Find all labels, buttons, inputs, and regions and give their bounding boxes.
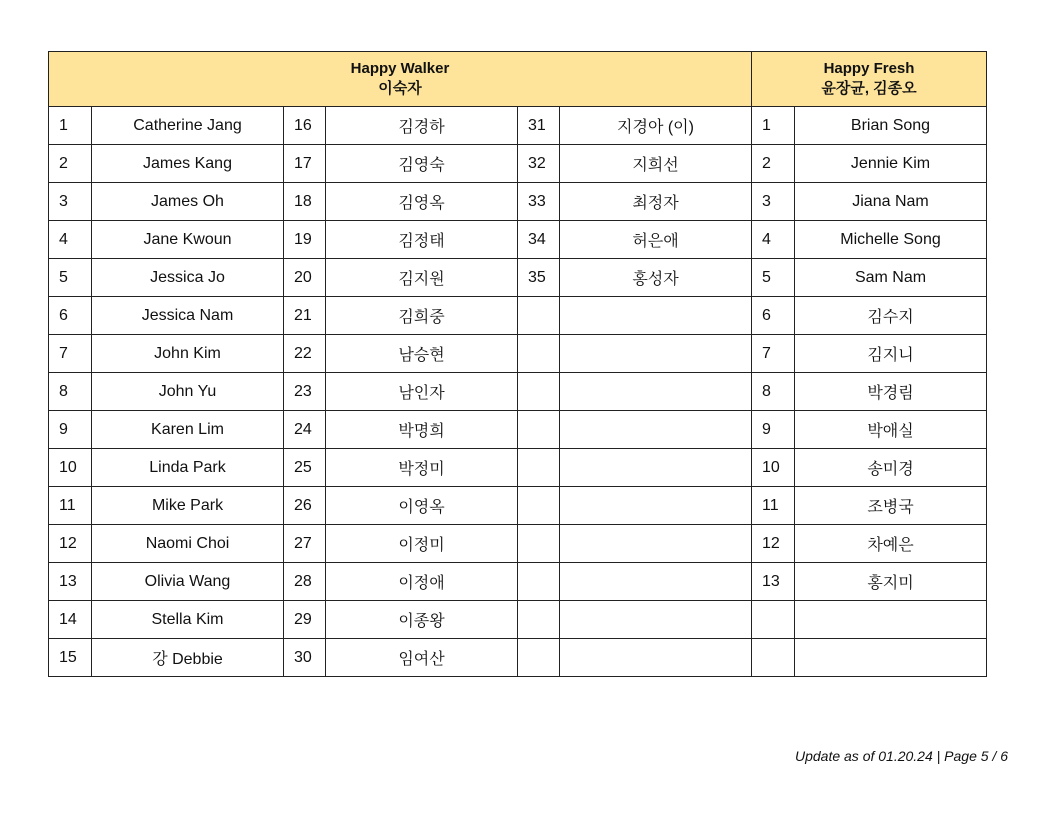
member-name-cell: Catherine Jang bbox=[92, 107, 284, 145]
member-name-cell: John Yu bbox=[92, 373, 284, 411]
table-row bbox=[49, 259, 987, 297]
member-number-cell: 29 bbox=[284, 601, 326, 639]
member-name-cell: 허은애 bbox=[560, 221, 752, 259]
member-name-cell: Karen Lim bbox=[92, 411, 284, 449]
member-name-cell bbox=[560, 411, 752, 449]
member-name-cell: 남승현 bbox=[326, 335, 518, 373]
member-name-cell: James Oh bbox=[92, 183, 284, 221]
member-number-cell: 32 bbox=[518, 145, 560, 183]
member-number-cell: 10 bbox=[49, 449, 92, 487]
table-row bbox=[49, 601, 987, 639]
member-name-cell: 김경하 bbox=[326, 107, 518, 145]
member-number-cell bbox=[518, 563, 560, 601]
member-name-cell: Linda Park bbox=[92, 449, 284, 487]
table-row bbox=[49, 411, 987, 449]
member-name-cell bbox=[560, 335, 752, 373]
member-number-cell bbox=[518, 601, 560, 639]
member-name-cell: 김영옥 bbox=[326, 183, 518, 221]
member-number-cell: 1 bbox=[752, 107, 795, 145]
member-number-cell: 3 bbox=[752, 183, 795, 221]
member-number-cell: 2 bbox=[752, 145, 795, 183]
member-name-cell: Brian Song bbox=[795, 107, 987, 145]
member-number-cell: 26 bbox=[284, 487, 326, 525]
member-number-cell: 8 bbox=[49, 373, 92, 411]
table-row bbox=[49, 487, 987, 525]
member-number-cell bbox=[752, 639, 795, 677]
member-number-cell bbox=[518, 373, 560, 411]
member-name-cell: Jiana Nam bbox=[795, 183, 987, 221]
member-number-cell: 4 bbox=[752, 221, 795, 259]
member-name-cell: 송미경 bbox=[795, 449, 987, 487]
member-number-cell: 22 bbox=[284, 335, 326, 373]
member-number-cell bbox=[518, 525, 560, 563]
table-row bbox=[49, 221, 987, 259]
member-number-cell: 17 bbox=[284, 145, 326, 183]
member-name-cell: Jennie Kim bbox=[795, 145, 987, 183]
member-number-cell: 31 bbox=[518, 107, 560, 145]
member-number-cell: 24 bbox=[284, 411, 326, 449]
member-number-cell: 27 bbox=[284, 525, 326, 563]
member-name-cell bbox=[795, 639, 987, 677]
table-row bbox=[49, 525, 987, 563]
member-number-cell: 14 bbox=[49, 601, 92, 639]
member-number-cell: 12 bbox=[49, 525, 92, 563]
member-name-cell: 조병국 bbox=[795, 487, 987, 525]
member-number-cell: 7 bbox=[752, 335, 795, 373]
member-number-cell: 5 bbox=[752, 259, 795, 297]
table-row bbox=[49, 563, 987, 601]
member-number-cell: 15 bbox=[49, 639, 92, 677]
member-number-cell: 9 bbox=[752, 411, 795, 449]
member-number-cell: 6 bbox=[49, 297, 92, 335]
table-row bbox=[49, 373, 987, 411]
member-number-cell: 19 bbox=[284, 221, 326, 259]
page-footer: Update as of 01.20.24 | Page 5 / 6 bbox=[794, 748, 1008, 764]
member-name-cell: 최정자 bbox=[560, 183, 752, 221]
member-name-cell: 지희선 bbox=[560, 145, 752, 183]
member-name-cell: 김영숙 bbox=[326, 145, 518, 183]
member-number-cell: 3 bbox=[49, 183, 92, 221]
member-name-cell: Olivia Wang bbox=[92, 563, 284, 601]
member-number-cell bbox=[518, 411, 560, 449]
group-header-happy-fresh bbox=[752, 52, 987, 107]
member-name-cell bbox=[560, 487, 752, 525]
table-row bbox=[49, 449, 987, 487]
table-row bbox=[49, 145, 987, 183]
member-number-cell: 2 bbox=[49, 145, 92, 183]
member-name-cell: 김수지 bbox=[795, 297, 987, 335]
table-row bbox=[49, 183, 987, 221]
member-number-cell: 10 bbox=[752, 449, 795, 487]
member-number-cell bbox=[518, 487, 560, 525]
member-number-cell: 9 bbox=[49, 411, 92, 449]
group-leader: 이숙자 bbox=[378, 80, 422, 97]
table-row bbox=[49, 107, 987, 145]
member-number-cell: 21 bbox=[284, 297, 326, 335]
member-name-cell bbox=[560, 601, 752, 639]
member-name-cell: Jessica Jo bbox=[92, 259, 284, 297]
member-name-cell: 박경림 bbox=[795, 373, 987, 411]
member-name-cell: 이정애 bbox=[326, 563, 518, 601]
member-name-cell: 이종왕 bbox=[326, 601, 518, 639]
member-name-cell: 이정미 bbox=[326, 525, 518, 563]
member-name-cell: 김지원 bbox=[326, 259, 518, 297]
member-name-cell: Sam Nam bbox=[795, 259, 987, 297]
table-row bbox=[49, 639, 987, 677]
member-number-cell: 7 bbox=[49, 335, 92, 373]
member-name-cell: 김지니 bbox=[795, 335, 987, 373]
member-number-cell: 18 bbox=[284, 183, 326, 221]
member-name-cell: Jessica Nam bbox=[92, 297, 284, 335]
member-number-cell: 16 bbox=[284, 107, 326, 145]
member-name-cell: 임여산 bbox=[326, 639, 518, 677]
member-name-cell: 김희중 bbox=[326, 297, 518, 335]
member-name-cell: 이영옥 bbox=[326, 487, 518, 525]
member-name-cell: Michelle Song bbox=[795, 221, 987, 259]
group-title: Happy Fresh bbox=[823, 60, 915, 77]
member-number-cell: 20 bbox=[284, 259, 326, 297]
member-name-cell: 차예은 bbox=[795, 525, 987, 563]
member-number-cell bbox=[518, 449, 560, 487]
member-name-cell: 홍성자 bbox=[560, 259, 752, 297]
table-header bbox=[49, 52, 987, 107]
member-name-cell: 강 Debbie bbox=[92, 639, 284, 677]
member-name-cell: Jane Kwoun bbox=[92, 221, 284, 259]
member-number-cell: 28 bbox=[284, 563, 326, 601]
table-row bbox=[49, 297, 987, 335]
member-name-cell bbox=[560, 563, 752, 601]
member-number-cell: 12 bbox=[752, 525, 795, 563]
member-number-cell: 13 bbox=[49, 563, 92, 601]
member-name-cell: 홍지미 bbox=[795, 563, 987, 601]
group-title: Happy Walker bbox=[350, 60, 450, 77]
member-name-cell bbox=[560, 297, 752, 335]
member-name-cell bbox=[560, 639, 752, 677]
member-name-cell bbox=[560, 449, 752, 487]
member-name-cell: 지경아 (이) bbox=[560, 107, 752, 145]
roster-table bbox=[48, 51, 987, 677]
group-leader: 윤장균, 김종오 bbox=[821, 80, 917, 97]
member-name-cell bbox=[795, 601, 987, 639]
member-number-cell: 5 bbox=[49, 259, 92, 297]
member-number-cell: 35 bbox=[518, 259, 560, 297]
member-number-cell: 30 bbox=[284, 639, 326, 677]
member-number-cell: 8 bbox=[752, 373, 795, 411]
member-number-cell bbox=[752, 601, 795, 639]
member-name-cell: 박정미 bbox=[326, 449, 518, 487]
table-row bbox=[49, 335, 987, 373]
member-number-cell: 13 bbox=[752, 563, 795, 601]
member-number-cell: 6 bbox=[752, 297, 795, 335]
member-number-cell: 23 bbox=[284, 373, 326, 411]
member-name-cell: Mike Park bbox=[92, 487, 284, 525]
member-name-cell: Naomi Choi bbox=[92, 525, 284, 563]
member-number-cell: 11 bbox=[752, 487, 795, 525]
group-header-happy-walker bbox=[49, 52, 752, 107]
member-name-cell: Stella Kim bbox=[92, 601, 284, 639]
member-name-cell: 박애실 bbox=[795, 411, 987, 449]
member-number-cell: 4 bbox=[49, 221, 92, 259]
member-number-cell: 1 bbox=[49, 107, 92, 145]
member-name-cell: 김정태 bbox=[326, 221, 518, 259]
member-number-cell: 34 bbox=[518, 221, 560, 259]
member-number-cell: 25 bbox=[284, 449, 326, 487]
member-name-cell: James Kang bbox=[92, 145, 284, 183]
member-name-cell: John Kim bbox=[92, 335, 284, 373]
member-number-cell: 33 bbox=[518, 183, 560, 221]
member-name-cell: 남인자 bbox=[326, 373, 518, 411]
member-number-cell bbox=[518, 297, 560, 335]
table-body bbox=[49, 107, 987, 677]
member-number-cell bbox=[518, 335, 560, 373]
member-number-cell bbox=[518, 639, 560, 677]
member-name-cell: 박명희 bbox=[326, 411, 518, 449]
member-number-cell: 11 bbox=[49, 487, 92, 525]
member-name-cell bbox=[560, 373, 752, 411]
member-name-cell bbox=[560, 525, 752, 563]
